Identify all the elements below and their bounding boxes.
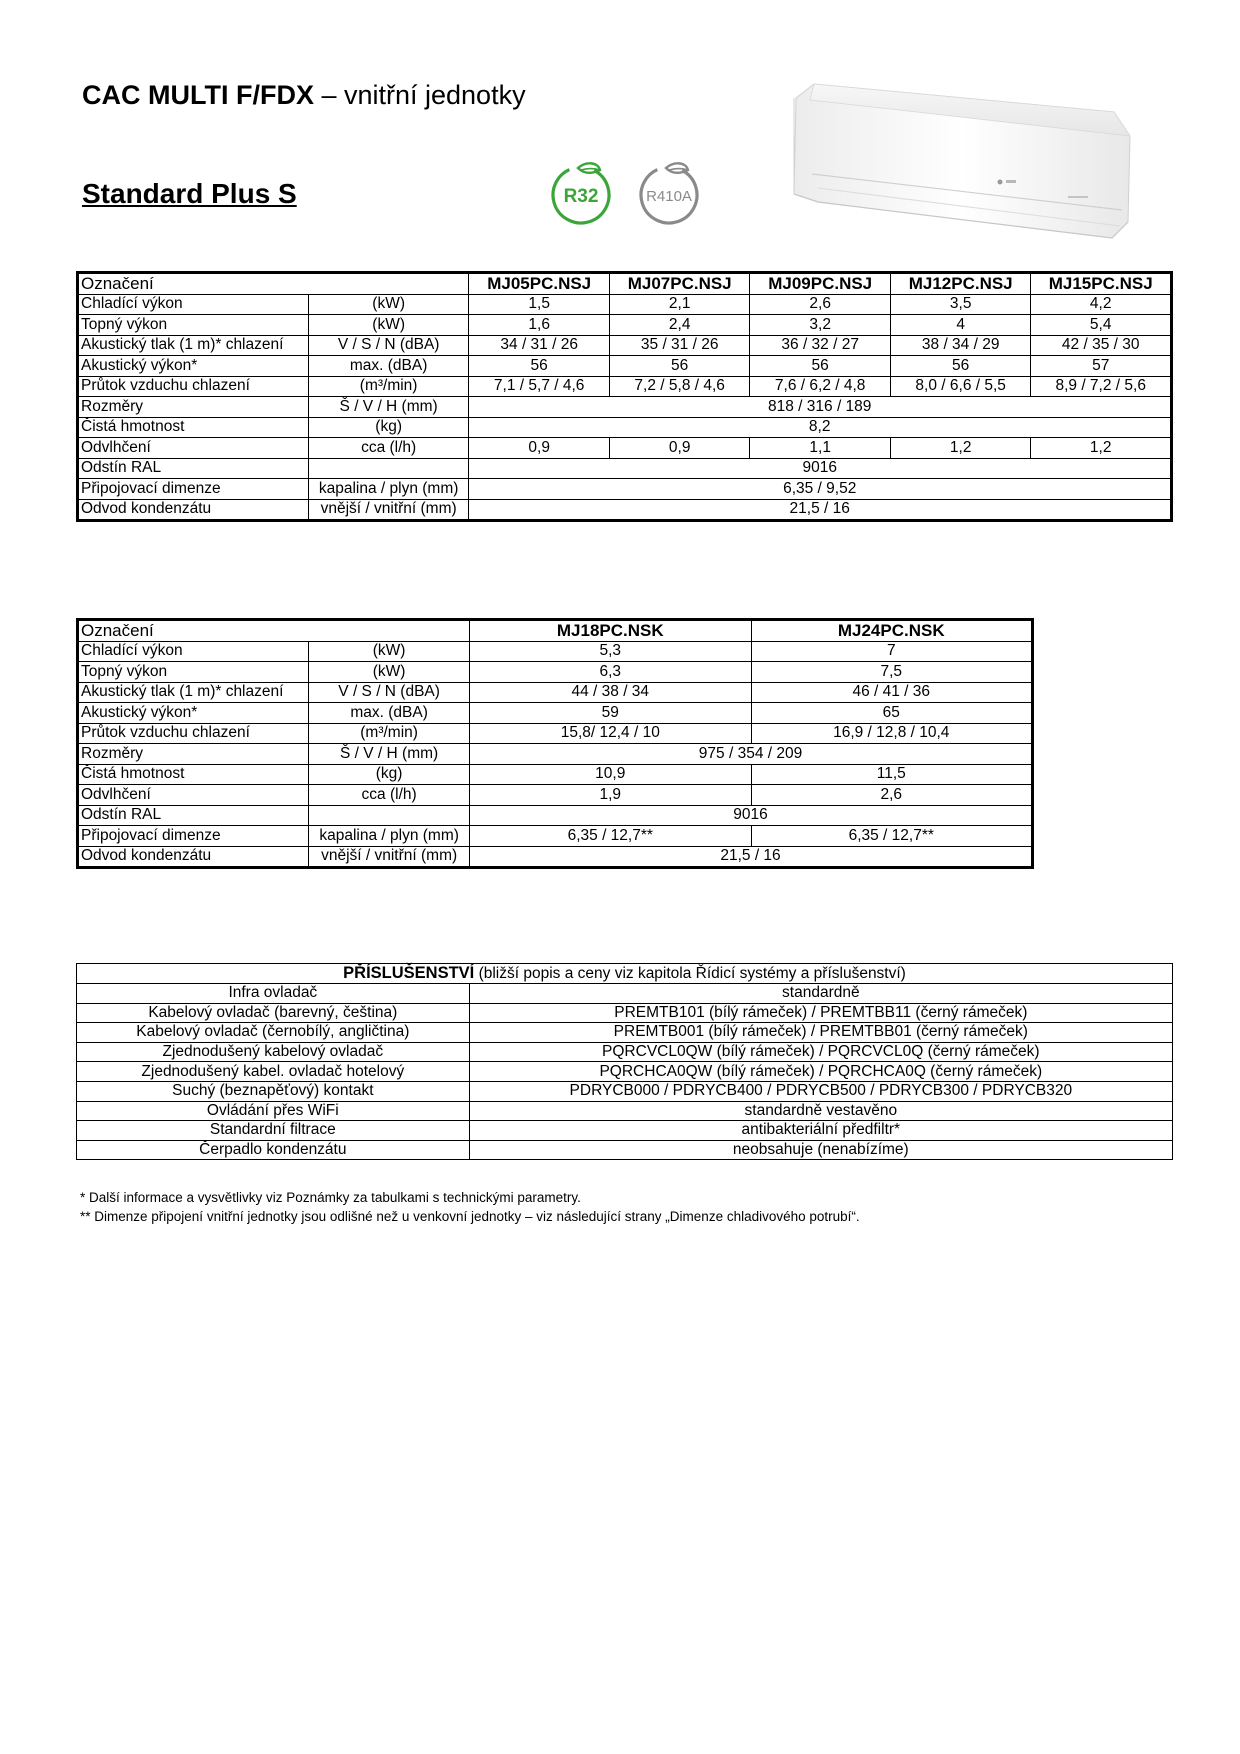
row-label: Čistá hmotnost: [78, 764, 309, 785]
row-label: Chladící výkon: [78, 641, 309, 662]
accessory-label: Čerpadlo kondenzátu: [77, 1140, 470, 1160]
accessory-label: Infra ovladač: [77, 984, 470, 1004]
table-header-row: [78, 620, 1033, 642]
cell-value: 42 / 35 / 30: [1031, 335, 1172, 356]
accessory-value: neobsahuje (nenabízíme): [469, 1140, 1172, 1160]
table-row: [78, 438, 1172, 459]
spec-table-large-units: [76, 618, 1034, 869]
cell-value: 818 / 316 / 189: [469, 397, 1172, 418]
row-label: Topný výkon: [78, 662, 309, 683]
accessory-label: Zjednodušený kabelový ovladač: [77, 1042, 470, 1062]
row-unit: (kW): [309, 641, 470, 662]
cell-value: 3,5: [890, 294, 1031, 315]
header-label: Označení: [78, 620, 470, 642]
row-unit: Š / V / H (mm): [309, 744, 470, 765]
table-row: [78, 294, 1172, 315]
cell-value: 2,6: [750, 294, 891, 315]
cell-value: 56: [469, 356, 610, 377]
row-unit: (kg): [308, 417, 469, 438]
cell-value: 1,2: [890, 438, 1031, 459]
accessory-row: [77, 1140, 1173, 1160]
row-label: Odstín RAL: [78, 805, 309, 826]
r410a-badge-text: R410A: [646, 188, 692, 205]
model-name: MJ12PC.NSJ: [890, 273, 1031, 295]
table-row: [78, 682, 1033, 703]
cell-value: 10,9: [470, 764, 751, 785]
cell-value: 7: [751, 641, 1033, 662]
cell-value: 7,1 / 5,7 / 4,6: [469, 376, 610, 397]
row-unit: (kg): [309, 764, 470, 785]
cell-value: 15,8/ 12,4 / 10: [470, 723, 751, 744]
cell-value: 38 / 34 / 29: [890, 335, 1031, 356]
cell-value: 3,2: [750, 315, 891, 336]
cell-value: 8,0 / 6,6 / 5,5: [890, 376, 1031, 397]
accessory-value: PQRCVCL0QW (bílý rámeček) / PQRCVCL0Q (černý rámeček): [469, 1042, 1172, 1062]
accessory-value: antibakteriální předfiltr*: [469, 1121, 1172, 1141]
cell-value: 21,5 / 16: [470, 846, 1033, 868]
row-unit: (kW): [308, 315, 469, 336]
cell-value: 7,5: [751, 662, 1033, 683]
cell-value: 34 / 31 / 26: [469, 335, 610, 356]
cell-value: 0,9: [469, 438, 610, 459]
model-name: MJ07PC.NSJ: [609, 273, 750, 295]
row-unit: (m³/min): [308, 376, 469, 397]
cell-value: 7,2 / 5,8 / 4,6: [609, 376, 750, 397]
cell-value: 46 / 41 / 36: [751, 682, 1033, 703]
table-row: [78, 641, 1033, 662]
cell-value: 57: [1031, 356, 1172, 377]
cell-value: 2,1: [609, 294, 750, 315]
accessory-label: Zjednodušený kabel. ovladač hotelový: [77, 1062, 470, 1082]
table-row: [78, 417, 1172, 438]
model-name: MJ09PC.NSJ: [750, 273, 891, 295]
table-row: [78, 397, 1172, 418]
row-label: Čistá hmotnost: [78, 417, 309, 438]
header-label: Označení: [78, 273, 469, 295]
accessory-value: PREMTB001 (bílý rámeček) / PREMTBB01 (černý rámeček): [469, 1023, 1172, 1043]
cell-value: 56: [609, 356, 750, 377]
accessory-label: Ovládání přes WiFi: [77, 1101, 470, 1121]
table-row: [78, 703, 1033, 724]
row-label: Průtok vzduchu chlazení: [78, 376, 309, 397]
table-row: [78, 805, 1033, 826]
row-label: Odvlhčení: [78, 785, 309, 806]
cell-value: 56: [750, 356, 891, 377]
row-unit: vnější / vnitřní (mm): [308, 499, 469, 521]
row-label: Průtok vzduchu chlazení: [78, 723, 309, 744]
model-name: MJ15PC.NSJ: [1031, 273, 1172, 295]
row-unit: max. (dBA): [309, 703, 470, 724]
row-label: Odvod kondenzátu: [78, 846, 309, 868]
accessory-value: standardně: [469, 984, 1172, 1004]
table-row: [78, 764, 1033, 785]
accessories-table: [76, 963, 1173, 1160]
table-row: [78, 376, 1172, 397]
row-label: Odvlhčení: [78, 438, 309, 459]
cell-value: 8,2: [469, 417, 1172, 438]
accessory-row: [77, 1101, 1173, 1121]
accessory-label: Suchý (beznapěťový) kontakt: [77, 1081, 470, 1101]
row-unit: max. (dBA): [308, 356, 469, 377]
row-label: Připojovací dimenze: [78, 826, 309, 847]
row-label: Rozměry: [78, 397, 309, 418]
footnote-1: * Další informace a vysvětlivky viz Poznámky za tabulkami s technickými parametry.: [80, 1190, 581, 1205]
row-label: Odvod kondenzátu: [78, 499, 309, 521]
accessory-row: [77, 984, 1173, 1004]
page-title: CAC MULTI F/FDX – vnitřní jednotky: [82, 80, 526, 110]
cell-value: 11,5: [751, 764, 1033, 785]
cell-value: 6,35 / 9,52: [469, 479, 1172, 500]
row-unit: (kW): [308, 294, 469, 315]
accessory-row: [77, 1023, 1173, 1043]
accessory-row: [77, 1121, 1173, 1141]
table-row: [78, 479, 1172, 500]
row-label: Akustický výkon*: [78, 356, 309, 377]
r32-refrigerant-icon: [548, 160, 614, 226]
accessory-value: PREMTB101 (bílý rámeček) / PREMTBB11 (černý rámeček): [469, 1003, 1172, 1023]
cell-value: 7,6 / 6,2 / 4,8: [750, 376, 891, 397]
cell-value: 2,6: [751, 785, 1033, 806]
cell-value: 1,5: [469, 294, 610, 315]
cell-value: 1,1: [750, 438, 891, 459]
accessory-row: [77, 1042, 1173, 1062]
row-unit: kapalina / plyn (mm): [309, 826, 470, 847]
r410a-refrigerant-icon: [636, 160, 702, 226]
cell-value: 9016: [469, 458, 1172, 479]
accessory-row: [77, 1003, 1173, 1023]
row-label: Odstín RAL: [78, 458, 309, 479]
row-unit: V / S / N (dBA): [308, 335, 469, 356]
cell-value: 1,9: [470, 785, 751, 806]
cell-value: 16,9 / 12,8 / 10,4: [751, 723, 1033, 744]
accessory-value: standardně vestavěno: [469, 1101, 1172, 1121]
model-name: MJ05PC.NSJ: [469, 273, 610, 295]
row-label: Připojovací dimenze: [78, 479, 309, 500]
cell-value: 35 / 31 / 26: [609, 335, 750, 356]
cell-value: 4,2: [1031, 294, 1172, 315]
row-unit: (m³/min): [309, 723, 470, 744]
accessory-label: Kabelový ovladač (barevný, čeština): [77, 1003, 470, 1023]
table-row: [78, 335, 1172, 356]
accessory-label: Standardní filtrace: [77, 1121, 470, 1141]
row-label: Akustický tlak (1 m)* chlazení: [78, 682, 309, 703]
air-conditioner-unit-image: [782, 78, 1142, 258]
cell-value: 975 / 354 / 209: [470, 744, 1033, 765]
cell-value: 6,35 / 12,7**: [751, 826, 1033, 847]
table-row: [78, 846, 1033, 868]
cell-value: 59: [470, 703, 751, 724]
table-row: [78, 458, 1172, 479]
row-unit: vnější / vnitřní (mm): [309, 846, 470, 868]
table-row: [78, 826, 1033, 847]
cell-value: 9016: [470, 805, 1033, 826]
cell-value: 65: [751, 703, 1033, 724]
table-row: [78, 315, 1172, 336]
table-row: [78, 356, 1172, 377]
cell-value: 1,6: [469, 315, 610, 336]
accessory-row: [77, 1062, 1173, 1082]
accessory-label: Kabelový ovladač (černobílý, angličtina): [77, 1023, 470, 1043]
accessory-value: PDRYCB000 / PDRYCB400 / PDRYCB500 / PDRYCB300 / PDRYCB320: [469, 1081, 1172, 1101]
cell-value: 5,3: [470, 641, 751, 662]
cell-value: 56: [890, 356, 1031, 377]
cell-value: 5,4: [1031, 315, 1172, 336]
model-name: MJ24PC.NSK: [751, 620, 1033, 642]
row-unit: [309, 805, 470, 826]
row-unit: cca (l/h): [309, 785, 470, 806]
r32-badge-text: R32: [563, 186, 599, 207]
accessory-value: PQRCHCA0QW (bílý rámeček) / PQRCHCA0Q (černý rámeček): [469, 1062, 1172, 1082]
row-label: Rozměry: [78, 744, 309, 765]
table-row: [78, 744, 1033, 765]
row-unit: [308, 458, 469, 479]
table-row: [78, 662, 1033, 683]
cell-value: 4: [890, 315, 1031, 336]
cell-value: 8,9 / 7,2 / 5,6: [1031, 376, 1172, 397]
cell-value: 6,35 / 12,7**: [470, 826, 751, 847]
cell-value: 44 / 38 / 34: [470, 682, 751, 703]
row-label: Akustický tlak (1 m)* chlazení: [78, 335, 309, 356]
table-row: [78, 785, 1033, 806]
table-header-row: [78, 273, 1172, 295]
row-unit: Š / V / H (mm): [308, 397, 469, 418]
cell-value: 2,4: [609, 315, 750, 336]
accessory-row: [77, 1081, 1173, 1101]
spec-table-small-units: [76, 271, 1173, 522]
table-row: [78, 723, 1033, 744]
row-label: Akustický výkon*: [78, 703, 309, 724]
cell-value: 6,3: [470, 662, 751, 683]
cell-value: 36 / 32 / 27: [750, 335, 891, 356]
page-subtitle: Standard Plus S: [82, 178, 297, 209]
row-unit: cca (l/h): [308, 438, 469, 459]
row-label: Topný výkon: [78, 315, 309, 336]
cell-value: 0,9: [609, 438, 750, 459]
table-row: [78, 499, 1172, 521]
row-unit: (kW): [309, 662, 470, 683]
row-label: Chladící výkon: [78, 294, 309, 315]
accessories-header: PŘÍSLUŠENSTVÍ (bližší popis a ceny viz kapitola Řídicí systémy a příslušenství): [77, 964, 1173, 984]
cell-value: 21,5 / 16: [469, 499, 1172, 521]
model-name: MJ18PC.NSK: [470, 620, 751, 642]
row-unit: kapalina / plyn (mm): [308, 479, 469, 500]
row-unit: V / S / N (dBA): [309, 682, 470, 703]
cell-value: 1,2: [1031, 438, 1172, 459]
accessories-header-row: [77, 964, 1173, 984]
footnote-2: ** Dimenze připojení vnitřní jednotky jsou odlišné než u venkovní jednotky – viz následující strany „Dimenze chladivového potrubí“.: [80, 1209, 860, 1224]
